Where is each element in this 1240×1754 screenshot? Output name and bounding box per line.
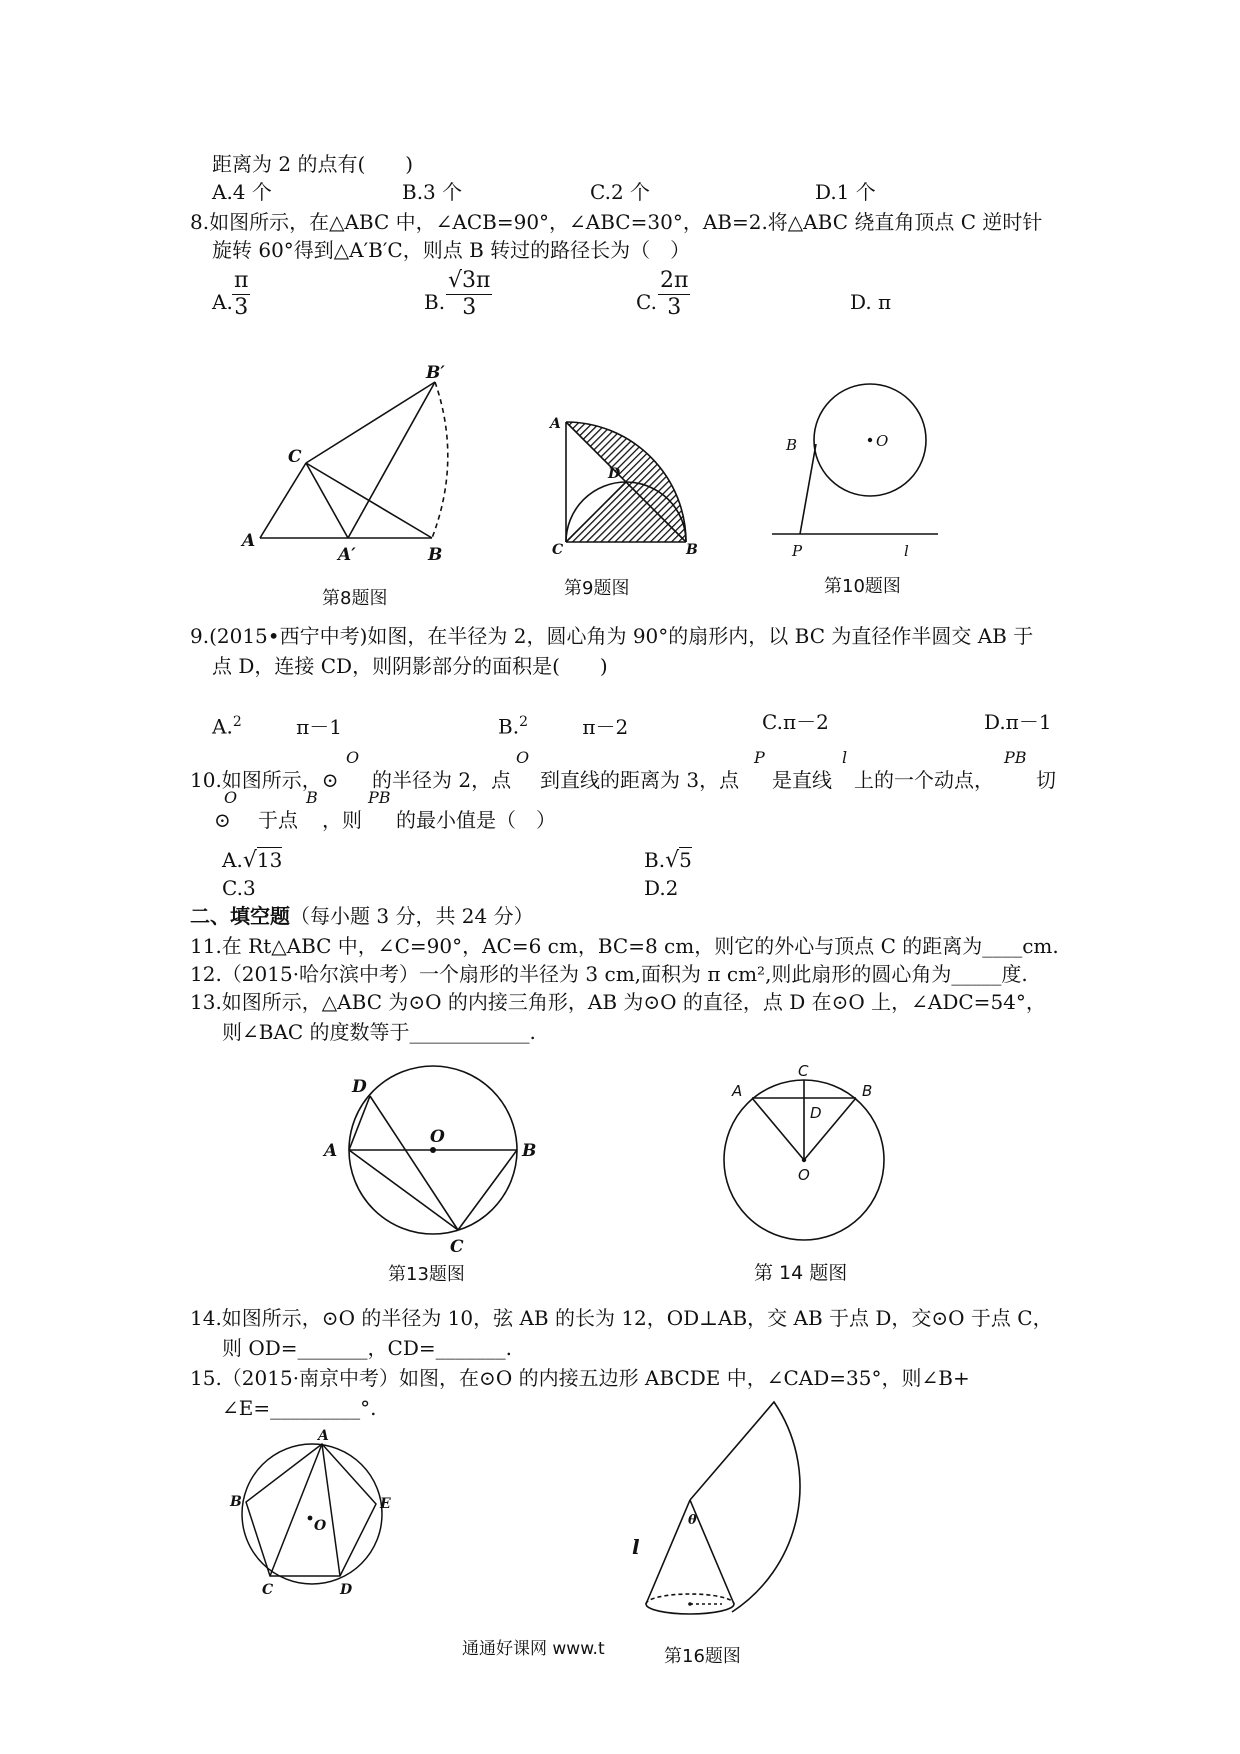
figure-8-label-b-prime: B′ [426, 363, 445, 383]
fraction-denominator: 3 [667, 295, 682, 320]
q10-line1d: 是直线 [772, 768, 832, 792]
q10-option-c: C.3 [222, 876, 256, 900]
figure-14-label-b: B [862, 1082, 873, 1100]
figure-15-label-a: A [318, 1428, 329, 1444]
figure-8-label-a: A [242, 531, 256, 551]
figure-16-caption: 第16题图 [664, 1646, 741, 1667]
q10-line1f: 切 [1036, 768, 1056, 792]
figure-10-label-b: B [786, 436, 798, 454]
q10-float-o1: O [346, 748, 360, 767]
q10-line1e: 上的一个动点， [854, 768, 994, 792]
q10-line1c: 到直线的距离为 3，点 [540, 768, 740, 792]
q9-option-a-sup: 2 [232, 714, 242, 730]
figure-9-label-b: B [686, 542, 698, 558]
figure-13-caption: 第13题图 [388, 1264, 465, 1285]
figure-10-label-p: P [792, 542, 803, 560]
figure-10 [770, 380, 940, 560]
q10-float-o2: O [516, 748, 530, 767]
figure-9-caption: 第9题图 [564, 578, 630, 599]
q10-line1a: 10.如图所示，⊙ [190, 768, 339, 792]
figure-15-label-o: O [314, 1518, 327, 1534]
q9-option-b-label: B. [498, 714, 520, 739]
q10-line2b: 于点 [258, 808, 298, 832]
figure-15-label-e: E [380, 1496, 391, 1512]
q10-float-pb1: PB [1004, 748, 1027, 767]
q9-option-a [212, 708, 342, 741]
q11: 11.在 Rt△ABC 中，∠C=90°，AC=6 cm，BC=8 cm，则它的外心与顶点 C 的距离为____cm. [190, 934, 1059, 958]
figure-14-caption: 第 14 题图 [754, 1262, 848, 1284]
q7-option-c: C.2 个 [590, 180, 651, 204]
q10-float-o3: O [224, 788, 238, 807]
figure-9-label-a: A [550, 416, 561, 432]
q10-option-a [222, 846, 282, 875]
q9-option-b-sup: 2 [519, 714, 528, 730]
q15-line1: 15.（2015·南京中考）如图，在⊙O 的内接五边形 ABCDE 中，∠CAD=35°，则∠B+ [190, 1366, 970, 1390]
q9-option-b-expr: π－2 [582, 714, 629, 739]
q8-option-a-label: A. [212, 290, 233, 314]
figure-15-label-b: B [230, 1494, 242, 1510]
q10-line2c: ，则 [322, 808, 362, 832]
q8-option-c-fraction [658, 268, 690, 321]
q15-line2: ∠E=_________°. [222, 1396, 377, 1420]
q13-line1: 13.如图所示，△ABC 为⊙O 的内接三角形，AB 为⊙O 的直径，点 D 在⊙O 上，∠ADC=54°， [190, 990, 1046, 1014]
figure-15-label-d: D [340, 1582, 353, 1598]
section-2-title: 二、填空题 [190, 904, 290, 928]
q10-option-b [644, 846, 692, 875]
figure-16-label-l: l [632, 1535, 640, 1559]
figure-10-caption: 第10题图 [824, 576, 901, 597]
q7-continuation: 距离为 2 的点有( ) [212, 152, 414, 176]
sqrt-icon: √ [665, 848, 680, 873]
q10-float-b: B [306, 788, 318, 807]
q9-option-a-label: A. [212, 714, 233, 739]
figure-8-label-a-prime: A′ [338, 545, 356, 565]
figure-14-label-c: C [798, 1062, 809, 1080]
q8-option-b-label: B. [424, 290, 446, 314]
figure-8-label-b: B [428, 545, 443, 565]
q7-option-a: A.4 个 [212, 180, 272, 204]
fraction-numerator: √3π [448, 268, 491, 293]
q10-line1b: 的半径为 2，点 [372, 768, 512, 792]
figure-9-label-c: C [552, 542, 564, 558]
section-2-note: （每小题 3 分，共 24 分） [290, 904, 534, 928]
q10-float-p: P [754, 748, 765, 767]
q8-line1: 8.如图所示，在△ABC 中，∠ACB=90°，∠ABC=30°，AB=2.将△ABC 绕直角顶点 C 逆时针 [190, 210, 1043, 234]
figure-16 [610, 1396, 830, 1636]
q9-option-d: D.π－1 [984, 710, 1052, 734]
q9-option-c: C.π－2 [762, 710, 829, 734]
figure-10-label-o: O [876, 432, 889, 450]
fraction-denominator: 3 [234, 295, 249, 320]
section-2-heading [190, 902, 534, 930]
q8-option-a-fraction [232, 268, 250, 321]
q12: 12.（2015·哈尔滨中考）一个扇形的半径为 3 cm,面积为 π cm²,则此扇形的圆心角为_____度. [190, 962, 1028, 986]
q10-option-a-radicand: 13 [256, 848, 283, 872]
figure-9 [548, 410, 698, 560]
sqrt-icon: √ [242, 848, 257, 873]
q9-line2: 点 D，连接 CD，则阴影部分的面积是( ) [212, 654, 608, 678]
q14-line1: 14.如图所示，⊙O 的半径为 10，弦 AB 的长为 12，OD⊥AB，交 AB 于点 D，交⊙O 于点 C， [190, 1306, 1053, 1330]
figure-14 [716, 1060, 916, 1260]
q9-option-b [498, 708, 628, 741]
figure-14-label-d: D [810, 1104, 822, 1122]
figure-13-label-a: A [324, 1141, 338, 1161]
q10-float-pb2: PB [368, 788, 391, 807]
figure-8-caption: 第8题图 [322, 588, 388, 609]
figure-14-label-a: A [732, 1082, 743, 1100]
figure-13 [318, 1058, 558, 1258]
figure-16-label-theta: θ [688, 1513, 697, 1528]
q7-option-b: B.3 个 [402, 180, 463, 204]
q10-line2d: 的最小值是（ ） [396, 808, 556, 832]
figure-9-label-d: D [608, 466, 621, 482]
figure-13-label-b: B [522, 1141, 537, 1161]
figure-10-label-l: l [904, 542, 909, 560]
q10-option-d: D.2 [644, 876, 679, 900]
q10-line2a: ⊙ [214, 808, 231, 832]
fraction-numerator: 2π [660, 268, 689, 293]
q13-line2: 则∠BAC 的度数等于____________. [222, 1020, 536, 1044]
q10-option-a-label: A. [222, 848, 243, 872]
q10-option-b-radicand: 5 [679, 848, 692, 872]
q8-option-b-fraction [446, 268, 492, 321]
q10-float-l: l [842, 748, 848, 767]
q8-option-c-label: C. [636, 290, 657, 314]
q9-line1: 9.(2015•西宁中考)如图，在半径为 2，圆心角为 90°的扇形内，以 BC 为直径作半圆交 AB 于 [190, 624, 1034, 648]
footer-watermark: 通通好课网 www.t [462, 1639, 605, 1659]
figure-14-label-o: O [798, 1166, 810, 1184]
figure-13-label-c: C [450, 1237, 464, 1257]
figure-8 [240, 360, 480, 570]
q8-line2: 旋转 60°得到△A′B′C，则点 B 转过的路径长为（ ） [212, 238, 691, 262]
fraction-numerator: π [234, 268, 249, 293]
q8-option-d: D. π [850, 290, 892, 314]
figure-13-label-d: D [352, 1077, 367, 1097]
q7-option-d: D.1 个 [815, 180, 876, 204]
q10-option-b-label: B. [644, 848, 666, 872]
q14-line2: 则 OD=_______，CD=_______. [222, 1336, 512, 1360]
q9-option-a-expr: π－1 [296, 714, 342, 739]
figure-13-label-o: O [430, 1127, 445, 1147]
fraction-denominator: 3 [462, 295, 477, 320]
figure-15 [222, 1428, 402, 1608]
figure-8-label-c: C [288, 447, 302, 467]
figure-15-label-c: C [262, 1582, 274, 1598]
